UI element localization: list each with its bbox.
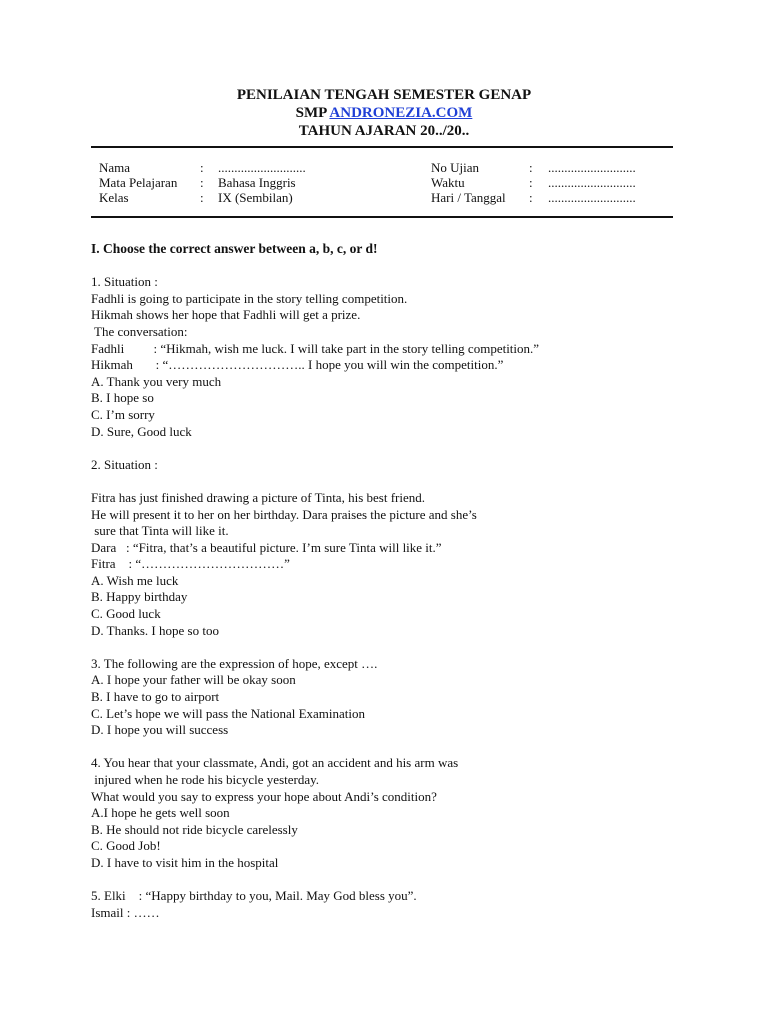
info-value: ........................... [548, 190, 636, 205]
answer-option: C. Good Job! [91, 838, 161, 854]
question-line: Hikmah shows her hope that Fadhli will get a prize. [91, 307, 361, 323]
academic-year: TAHUN AJARAN 20../20.. [298, 123, 470, 139]
info-row-kelas [99, 190, 399, 205]
info-colon: : [529, 175, 533, 190]
section-title: I. Choose the correct answer between a, b, c, or d! [91, 241, 378, 256]
answer-option: B. I have to go to airport [91, 689, 220, 705]
question-line: Fadhli is going to participate in the story telling competition. [91, 290, 408, 306]
info-value: ........................... [548, 175, 636, 190]
answer-option: D. Sure, Good luck [91, 423, 192, 439]
question-line: Fitra : “……………………………” [91, 556, 290, 572]
school-name [0, 104, 768, 122]
answer-option: C. Let’s hope we will pass the National Examination [91, 705, 366, 721]
question-line: He will present it to her on her birthday. Dara praises the picture and she’s [91, 506, 477, 522]
question-line: Ismail : …… [91, 904, 160, 920]
answer-option: A.I hope he gets well soon [91, 805, 230, 821]
question-line: Hikmah : “………………………….. I hope you will win the competition.” [91, 357, 504, 373]
info-colon: : [529, 160, 533, 175]
info-value: ........................... [548, 160, 636, 175]
header-divider-top [91, 146, 673, 148]
question-line [91, 473, 691, 490]
question-line: What would you say to express your hope about Andi’s condition? [91, 788, 437, 804]
info-row-hari-tanggal [431, 190, 671, 205]
info-right [431, 160, 671, 205]
answer-option: D. I have to visit him in the hospital [91, 854, 279, 870]
info-colon: : [529, 190, 533, 205]
info-colon: : [200, 190, 204, 205]
answer-option: B. He should not ride bicycle carelessly [91, 821, 298, 837]
info-value: IX (Sembilan) [218, 190, 293, 205]
spacer [91, 258, 691, 275]
answer-option: C. Good luck [91, 606, 161, 622]
spacer [91, 872, 691, 889]
exam-header [0, 86, 768, 140]
info-label: Hari / Tanggal [431, 190, 506, 205]
question-line: 5. Elki : “Happy birthday to you, Mail. May God bless you”. [91, 888, 417, 904]
answer-option: D. I hope you will success [91, 722, 229, 738]
info-value: ........................... [218, 160, 306, 175]
spacer [91, 739, 691, 756]
info-row-mata-pelajaran [99, 175, 399, 190]
school-website-link[interactable]: ANDRONEZIA.COM [329, 105, 473, 121]
question-list [91, 274, 691, 921]
spacer [91, 440, 691, 457]
answer-option: C. I’m sorry [91, 406, 155, 422]
question-line: The conversation: [91, 323, 188, 339]
question-line: 3. The following are the expression of hope, except …. [91, 655, 378, 671]
info-colon: : [200, 175, 204, 190]
answer-option: B. I hope so [91, 390, 154, 406]
header-divider-bottom [91, 216, 673, 218]
info-label: Kelas [99, 190, 129, 205]
info-label: Mata Pelajaran [99, 175, 178, 190]
question-line: 1. Situation : [91, 274, 158, 290]
question-4 [91, 755, 691, 871]
answer-option: A. Thank you very much [91, 373, 222, 389]
info-label: No Ujian [431, 160, 480, 175]
info-value: Bahasa Inggris [218, 175, 296, 190]
question-line: sure that Tinta will like it. [91, 523, 229, 539]
info-colon: : [200, 160, 204, 175]
answer-option: B. Happy birthday [91, 589, 188, 605]
exam-content [91, 241, 691, 921]
question-line: Fitra has just finished drawing a picture of Tinta, his best friend. [91, 489, 425, 505]
question-line: Fadhli : “Hikmah, wish me luck. I will take part in the story telling competition.” [91, 340, 540, 356]
spacer [91, 639, 691, 656]
question-2 [91, 457, 691, 640]
answer-option: A. I hope your father will be okay soon [91, 672, 296, 688]
info-label: Waktu [431, 175, 465, 190]
question-5 [91, 888, 691, 921]
school-prefix: SMP [295, 105, 330, 121]
info-label: Nama [99, 160, 131, 175]
answer-option: A. Wish me luck [91, 572, 179, 588]
info-left [99, 160, 399, 205]
info-row-no-ujian [431, 160, 671, 175]
question-line: 2. Situation : [91, 456, 158, 472]
question-line: injured when he rode his bicycle yesterday. [91, 772, 320, 787]
answer-option: D. Thanks. I hope so too [91, 622, 219, 638]
exam-title: PENILAIAN TENGAH SEMESTER GENAP [236, 87, 532, 103]
info-row-waktu [431, 175, 671, 190]
question-3 [91, 656, 691, 739]
question-line: Dara : “Fitra, that’s a beautiful picture. I’m sure Tinta will like it.” [91, 539, 442, 555]
info-row-nama [99, 160, 399, 175]
question-line: 4. You hear that your classmate, Andi, got an accident and his arm was [91, 755, 459, 771]
question-1 [91, 274, 691, 440]
